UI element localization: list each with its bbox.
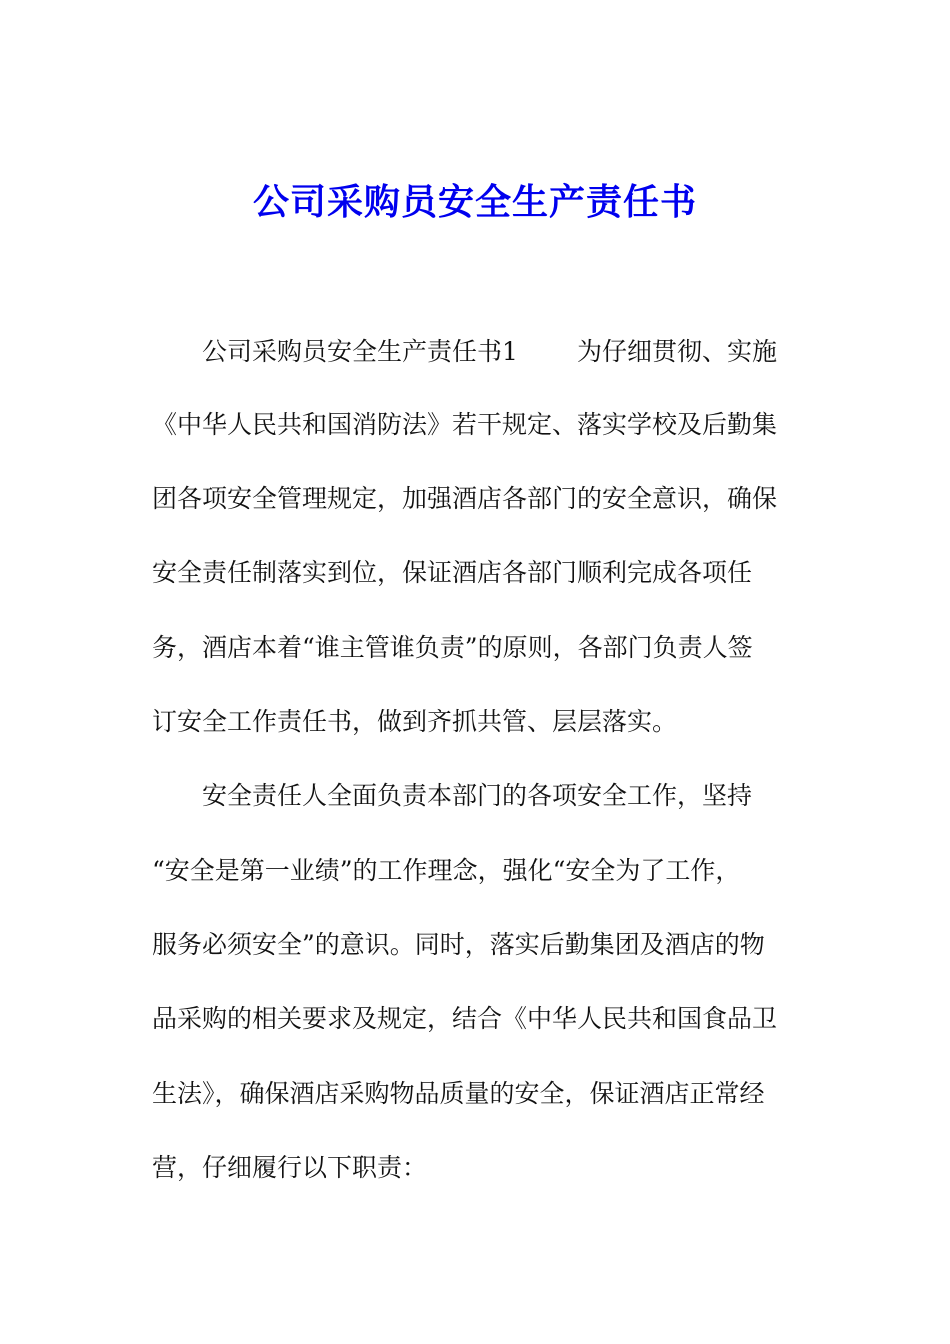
paragraph-2-line-1: 安全责任人全面负责本部门的各项安全工作，坚持 [202, 781, 753, 810]
paragraph-2-line-5: 生法》，确保酒店采购物品质量的安全，保证酒店正常经 [152, 1079, 765, 1108]
paragraph-1-line-4: 安全责任制落实到位，保证酒店各部门顺利完成各项任 [152, 558, 753, 587]
document-body [152, 0, 802, 1344]
paragraph-1-heading-line: 公司采购员安全生产责任书1 [202, 337, 518, 366]
document-title: 公司采购员安全生产责任书 [252, 182, 697, 223]
paragraph-2-line-3: 服务必须安全”的意识。同时，落实后勤集团及酒店的物 [152, 930, 765, 959]
paragraph-1-line-2: 《中华人民共和国消防法》若干规定、落实学校及后勤集 [152, 410, 778, 439]
paragraph-2-line-4: 品采购的相关要求及规定，结合《中华人民共和国食品卫 [152, 1004, 778, 1033]
paragraph-1-line-3: 团各项安全管理规定，加强酒店各部门的安全意识，确保 [152, 484, 778, 513]
paragraph-1-line-5: 务，酒店本着“谁主管谁负责”的原则，各部门负责人签 [152, 633, 753, 662]
paragraph-1-line-6: 订安全工作责任书，做到齐抓共管、层层落实。 [152, 707, 678, 736]
paragraph-2-line-2: “安全是第一业绩”的工作理念，强化“安全为了工作， [152, 856, 741, 885]
paragraph-2-line-6: 营，仔细履行以下职责： [152, 1153, 428, 1182]
paragraph-1-line-1: 为仔细贯彻、实施 [577, 337, 778, 366]
